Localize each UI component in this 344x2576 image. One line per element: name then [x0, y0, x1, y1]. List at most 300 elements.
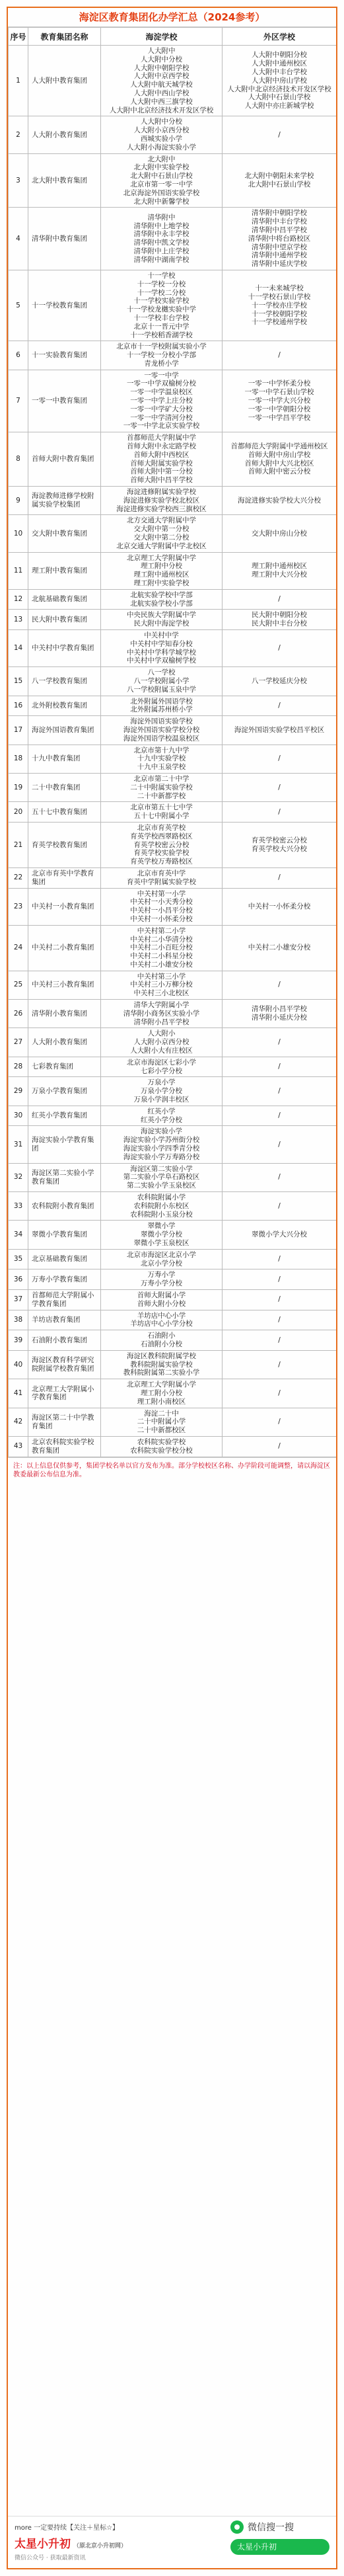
haidian-school-item: 北京海淀外国语实验学校 — [123, 188, 200, 197]
table-row — [9, 515, 337, 552]
other-district-school-item: 人大附中北京经济技术开发区学校 — [227, 85, 331, 93]
row-other-district-schools — [223, 153, 337, 208]
row-group-name: 一零一中教育集团 — [28, 370, 101, 432]
row-group-name: 人大附小教育集团 — [28, 1028, 101, 1057]
other-district-school-item: 清华附小昌平学校 — [252, 1005, 307, 1014]
other-district-school-item: / — [278, 1173, 281, 1182]
other-district-school-item: 人大附中亦庄新城学校 — [244, 102, 314, 110]
other-district-school-item: / — [278, 783, 281, 791]
haidian-school-item: 理工附中通州校区 — [133, 571, 189, 579]
haidian-school-item: 人大附小 — [147, 1029, 176, 1038]
other-district-school-item: 人大附中朝阳分校 — [252, 51, 307, 60]
haidian-school-item: 育英学校万寿路校区 — [130, 858, 193, 866]
haidian-school-item: 第二实验小学阜石路校区 — [123, 1173, 200, 1182]
haidian-school-item: 中关村第二小学 — [137, 926, 186, 935]
haidian-school-item: 清华附中上地学校 — [133, 221, 189, 230]
haidian-school-item: 中关村二小华清分校 — [130, 935, 193, 944]
row-haidian-schools — [101, 487, 223, 515]
table-body — [9, 46, 337, 1457]
table-row — [9, 1192, 337, 1221]
haidian-school-item: 人大附中 — [147, 47, 176, 55]
row-seq: 10 — [9, 515, 28, 552]
row-other-district-schools — [223, 773, 337, 801]
other-district-school-item: 清华附中丰台学校 — [252, 218, 307, 226]
table-row — [9, 1249, 337, 1269]
haidian-school-item: 北京交通大学附属中学北校区 — [116, 542, 207, 550]
haidian-school-item: 青龙桥小学 — [144, 359, 179, 368]
table-header-row — [9, 28, 337, 46]
other-district-school-item: / — [278, 1389, 281, 1397]
other-district-school-item: / — [278, 1255, 281, 1264]
haidian-school-item: 清华附小昌平学校 — [133, 1018, 189, 1026]
haidian-school-item: 中关村中学知春分校 — [130, 639, 193, 648]
row-seq: 34 — [9, 1221, 28, 1249]
table-row — [9, 153, 337, 208]
haidian-school-item: 首师大附属实验学校 — [130, 459, 193, 467]
row-haidian-schools — [101, 971, 223, 999]
haidian-school-item: 中关村三小北校区 — [133, 989, 189, 998]
table-row — [9, 1310, 337, 1330]
row-haidian-schools — [101, 1330, 223, 1351]
haidian-school-item: 翠微小学玉泉校区 — [133, 1239, 189, 1247]
table-row — [9, 341, 337, 370]
row-other-district-schools — [223, 432, 337, 487]
haidian-school-item: 首师大附中昌平学校 — [130, 476, 193, 485]
row-haidian-schools — [101, 1436, 223, 1457]
row-other-district-schools — [223, 1408, 337, 1436]
row-haidian-schools — [101, 341, 223, 370]
other-district-school-item: 清华附中望京学校 — [252, 243, 307, 251]
haidian-school-item: 人大附中北京经济技术开发区学校 — [109, 106, 214, 114]
row-seq: 36 — [9, 1269, 28, 1290]
row-group-name: 中关村三小教育集团 — [28, 971, 101, 999]
other-district-school-item: / — [278, 1140, 281, 1148]
haidian-school-item: 红英小学 — [147, 1107, 176, 1115]
haidian-school-item: 海淀实验小学四季青分校 — [123, 1145, 200, 1153]
row-seq: 1 — [9, 46, 28, 116]
haidian-school-item: 北航实验学校中学部 — [130, 590, 193, 599]
other-district-school-item: 清华附小延庆分校 — [252, 1014, 307, 1022]
haidian-school-item: 一零一中学 — [144, 371, 179, 380]
haidian-school-item: 教科院附属第二实验小学 — [123, 1369, 200, 1377]
row-other-district-schools — [223, 1077, 337, 1106]
other-district-school-item: 理工附中通州校区 — [252, 562, 307, 571]
row-seq: 16 — [9, 696, 28, 716]
row-haidian-schools — [101, 1289, 223, 1310]
wechat-icon — [230, 2520, 244, 2534]
row-other-district-schools — [223, 867, 337, 888]
table-row — [9, 1221, 337, 1249]
haidian-school-item: 翠微小学 — [147, 1222, 176, 1230]
other-district-school-item: 一零一中学怀柔分校 — [248, 380, 311, 388]
row-other-district-schools — [223, 716, 337, 745]
row-other-district-schools — [223, 888, 337, 925]
row-group-name: 育英学校教育集团 — [28, 822, 101, 867]
other-district-school-item: / — [278, 1336, 281, 1344]
haidian-school-item: 一零一中学上庄分校 — [130, 397, 193, 405]
other-district-school-item: 北大附中朝阳未来学校 — [244, 172, 314, 181]
wechat-search-box[interactable]: 太星小升初 — [230, 2539, 329, 2555]
row-other-district-schools — [223, 1057, 337, 1077]
row-seq: 30 — [9, 1106, 28, 1126]
other-district-school-item: / — [278, 1360, 281, 1369]
other-district-school-item: / — [278, 701, 281, 709]
row-other-district-schools — [223, 1379, 337, 1408]
wechat-row — [230, 2520, 329, 2534]
table-row — [9, 432, 337, 487]
haidian-school-item: 中关村中学 — [144, 631, 179, 639]
row-group-name: 北京市育英中学教育集团 — [28, 867, 101, 888]
other-district-school-item: / — [278, 1201, 281, 1210]
haidian-school-item: 育英学校实验学校 — [133, 849, 189, 858]
row-other-district-schools — [223, 1350, 337, 1379]
other-district-school-item: / — [278, 1087, 281, 1096]
row-seq: 19 — [9, 773, 28, 801]
row-group-name: 万泉小学教育集团 — [28, 1077, 101, 1106]
haidian-school-item: 海淀进修实验学校西三旗校区 — [116, 504, 207, 513]
other-district-school-item: 一零一中学大兴分校 — [248, 397, 311, 405]
haidian-school-item: 清华大学附属小学 — [133, 1001, 189, 1010]
other-district-school-item: 清华附中延庆学校 — [252, 260, 307, 268]
row-other-district-schools — [223, 370, 337, 432]
haidian-school-item: 海淀外国语实验学校分校 — [123, 725, 200, 734]
row-haidian-schools — [101, 1310, 223, 1330]
row-other-district-schools — [223, 46, 337, 116]
table-row — [9, 1379, 337, 1408]
table-row — [9, 1106, 337, 1126]
other-district-school-item: 人大附中石景山学校 — [248, 93, 311, 102]
other-district-school-item: 清华附中将台路校区 — [248, 234, 311, 243]
page-frame — [7, 7, 337, 2569]
row-group-name: 清华附中教育集团 — [28, 208, 101, 270]
table-row — [9, 1436, 337, 1457]
other-district-school-item: 首师大附中大兴北校区 — [244, 459, 314, 467]
row-seq: 33 — [9, 1192, 28, 1221]
brand-subtitle: （原北京小升初网） — [73, 2543, 127, 2550]
haidian-school-item: 人大附小京西分校 — [133, 1038, 189, 1047]
haidian-school-item: 十一学校 — [147, 271, 176, 280]
haidian-school-item: 十一学校稻香湖学校 — [130, 331, 193, 339]
other-district-school-item: / — [278, 351, 281, 360]
row-group-name: 五十七中教育集团 — [28, 802, 101, 823]
table-row — [9, 610, 337, 630]
wechat-search-label: 微信搜一搜 — [248, 2522, 294, 2533]
haidian-school-item: 一零一中学清河分校 — [130, 413, 193, 422]
haidian-school-item: 首师大附属小学 — [137, 1291, 186, 1299]
footer-banner — [8, 2516, 336, 2568]
other-district-school-item: 十一未来城学校 — [255, 284, 304, 293]
row-group-name: 首师大附中教育集团 — [28, 432, 101, 487]
row-seq: 38 — [9, 1310, 28, 1330]
row-other-district-schools — [223, 745, 337, 773]
row-other-district-schools — [223, 630, 337, 667]
row-haidian-schools — [101, 1126, 223, 1163]
row-other-district-schools — [223, 1436, 337, 1457]
haidian-school-item: 人大附中西山学校 — [133, 89, 189, 97]
haidian-school-item: 中关村一小昌平分校 — [130, 906, 193, 915]
haidian-school-item: 北京理工大学附属中学 — [127, 553, 196, 562]
row-other-district-schools — [223, 1330, 337, 1351]
other-district-school-item: 首师大附中密云分校 — [248, 467, 311, 476]
haidian-school-item: 北外附属外国语学校 — [130, 697, 193, 705]
row-haidian-schools — [101, 46, 223, 116]
row-haidian-schools — [101, 1408, 223, 1436]
row-haidian-schools — [101, 1106, 223, 1126]
row-group-name: 红英小学教育集团 — [28, 1106, 101, 1126]
other-district-school-item: 民大附中朝阳分校 — [252, 611, 307, 620]
haidian-school-item: 首师大附中第一分校 — [130, 467, 193, 476]
haidian-school-item: 北大附中新馨学校 — [133, 197, 189, 206]
row-other-district-schools — [223, 1289, 337, 1310]
row-haidian-schools — [101, 696, 223, 716]
other-district-school-item: / — [278, 1442, 281, 1451]
haidian-school-item: 北京市第一零一中学 — [130, 180, 193, 188]
row-haidian-schools — [101, 773, 223, 801]
row-other-district-schools — [223, 552, 337, 589]
row-group-name: 海淀教师进修学校附属实验学校集团 — [28, 487, 101, 515]
haidian-school-item: 民大附中海淀学校 — [133, 620, 189, 628]
table-row — [9, 1350, 337, 1379]
haidian-school-item: 十一学校一分校 — [137, 280, 186, 288]
haidian-school-item: 农科院附小东校区 — [133, 1201, 189, 1210]
row-haidian-schools — [101, 1192, 223, 1221]
other-district-school-item: 首都师范大学附属中学通州校区 — [230, 442, 328, 451]
row-group-name: 北京基础教育集团 — [28, 1249, 101, 1269]
haidian-school-item: 石油附小 — [147, 1332, 176, 1340]
table-row — [9, 630, 337, 667]
row-other-district-schools — [223, 822, 337, 867]
haidian-school-item: 八一学校附属小学 — [133, 676, 189, 685]
haidian-school-item: 北京市第五十七中学 — [130, 803, 193, 812]
haidian-school-item: 首师大附中永定路学校 — [127, 442, 196, 451]
haidian-school-item: 人大附中航天城学校 — [130, 81, 193, 89]
haidian-school-item: 理工附中分校 — [141, 562, 182, 571]
row-group-name: 首都师范大学附属小学教育集团 — [28, 1289, 101, 1310]
header-seq: 序号 — [9, 28, 28, 46]
table-row — [9, 716, 337, 745]
row-group-name: 中关村一小教育集团 — [28, 888, 101, 925]
haidian-school-item: 一零一中学矿大分校 — [130, 405, 193, 413]
other-district-school-item: / — [278, 1038, 281, 1047]
row-seq: 25 — [9, 971, 28, 999]
haidian-school-item: 二十中附属实验学校 — [130, 783, 193, 791]
haidian-school-item: 北大附中 — [147, 155, 176, 163]
row-seq: 15 — [9, 667, 28, 696]
row-haidian-schools — [101, 716, 223, 745]
row-other-district-schools — [223, 1192, 337, 1221]
haidian-school-item: 一零一中学双榆树分校 — [127, 380, 196, 388]
haidian-school-item: 红英小学分校 — [141, 1115, 182, 1124]
row-haidian-schools — [101, 745, 223, 773]
row-seq: 20 — [9, 802, 28, 823]
haidian-school-item: 翠微小学分校 — [141, 1230, 182, 1239]
haidian-school-item: 首师大附小分校 — [137, 1299, 186, 1308]
row-haidian-schools — [101, 1249, 223, 1269]
other-district-school-item: 十一学校通州学校 — [252, 318, 307, 327]
table-row — [9, 208, 337, 270]
row-group-name: 人大附中教育集团 — [28, 46, 101, 116]
haidian-school-item: 万寿小学 — [147, 1271, 176, 1279]
row-other-district-schools — [223, 1221, 337, 1249]
other-district-school-item: / — [278, 130, 281, 139]
table-row — [9, 867, 337, 888]
haidian-school-item: 中关村二小雄安分校 — [130, 960, 193, 969]
row-group-name: 人大附小教育集团 — [28, 116, 101, 153]
table-row — [9, 1028, 337, 1057]
table-row — [9, 1057, 337, 1077]
table-row — [9, 971, 337, 999]
row-other-district-schools — [223, 667, 337, 696]
haidian-school-item: 万寿小学分校 — [141, 1279, 182, 1288]
haidian-school-item: 北京市海淀区七彩小学 — [127, 1058, 196, 1067]
haidian-school-item: 万泉小学润丰校区 — [133, 1096, 189, 1104]
row-other-district-schools — [223, 270, 337, 341]
other-district-school-item: 理工附中大兴分校 — [252, 571, 307, 579]
haidian-school-item: 中关村三小万柳分校 — [130, 981, 193, 989]
table-row — [9, 1126, 337, 1163]
row-haidian-schools — [101, 1350, 223, 1379]
haidian-school-item: 清华附小商务区实验小学 — [123, 1009, 200, 1018]
other-district-school-item: / — [278, 873, 281, 882]
row-group-name: 交大附中教育集团 — [28, 515, 101, 552]
other-district-school-item: 育英学校密云分校 — [252, 836, 307, 845]
row-seq: 42 — [9, 1408, 28, 1436]
row-group-name: 海淀实验小学教育集团 — [28, 1126, 101, 1163]
other-district-school-item: 育英学校大兴分校 — [252, 844, 307, 853]
other-district-school-item: / — [278, 1295, 281, 1304]
table-row — [9, 1163, 337, 1191]
row-seq: 4 — [9, 208, 28, 270]
haidian-school-item: 中关村二小科星分校 — [130, 952, 193, 961]
haidian-school-item: 二十中新都校区 — [137, 1426, 186, 1435]
haidian-school-item: 十一学校丰台学校 — [133, 313, 189, 322]
haidian-school-item: 中央民族大学附属中学 — [127, 611, 196, 620]
row-group-name: 理工附中教育集团 — [28, 552, 101, 589]
row-seq: 6 — [9, 341, 28, 370]
haidian-school-item: 北京十一晋元中学 — [133, 322, 189, 331]
other-district-school-item: 清华附中通州学校 — [252, 251, 307, 260]
haidian-school-item: 北京理工大学附属小学 — [127, 1381, 196, 1389]
row-haidian-schools — [101, 432, 223, 487]
haidian-school-item: 首都师范大学附属中学 — [127, 434, 196, 442]
haidian-school-item: 十九中实验学校 — [137, 754, 186, 763]
row-haidian-schools — [101, 552, 223, 589]
row-haidian-schools — [101, 867, 223, 888]
table-row — [9, 888, 337, 925]
row-other-district-schools — [223, 515, 337, 552]
row-other-district-schools — [223, 589, 337, 610]
table-row — [9, 270, 337, 341]
row-seq: 28 — [9, 1057, 28, 1077]
table-row — [9, 1000, 337, 1028]
row-haidian-schools — [101, 822, 223, 867]
footnote: 注：以上信息仅供参考，集团学校名单以官方发布为准。部分学校校区名称、办学阶段可能调整，请以海淀区教委最新公布信息为准。 — [8, 1457, 336, 1482]
row-group-name: 七彩教育集团 — [28, 1057, 101, 1077]
row-group-name: 北航基础教育集团 — [28, 589, 101, 610]
haidian-school-item: 海淀进修实验学校北校区 — [123, 496, 200, 504]
table-row — [9, 487, 337, 515]
row-group-name: 北外附校教育集团 — [28, 696, 101, 716]
row-other-district-schools — [223, 1310, 337, 1330]
row-seq: 3 — [9, 153, 28, 208]
other-district-school-item: / — [278, 1275, 281, 1283]
row-group-name: 中关村中学教育集团 — [28, 630, 101, 667]
haidian-school-item: 农科院附小玉泉分校 — [130, 1210, 193, 1219]
row-seq: 21 — [9, 822, 28, 867]
table-row — [9, 1408, 337, 1436]
haidian-school-item: 清华附中凯文学校 — [133, 239, 189, 247]
row-other-district-schools — [223, 487, 337, 515]
haidian-school-item: 羊坊店中心小学 — [137, 1311, 186, 1320]
row-other-district-schools — [223, 1249, 337, 1269]
row-other-district-schools — [223, 971, 337, 999]
haidian-school-item: 人大附小大有庄校区 — [130, 1047, 193, 1055]
other-district-school-item: 人大附中通州校区 — [252, 60, 307, 68]
row-other-district-schools — [223, 341, 337, 370]
other-district-school-item: 八一学校延庆分校 — [252, 676, 307, 685]
table-row — [9, 802, 337, 823]
row-haidian-schools — [101, 667, 223, 696]
row-seq: 41 — [9, 1379, 28, 1408]
haidian-school-item: 海淀外国语实验学校 — [130, 717, 193, 726]
row-seq: 26 — [9, 1000, 28, 1028]
haidian-school-item: 交大附中第一分校 — [133, 525, 189, 534]
other-district-school-item: 北大附中石景山学校 — [248, 180, 311, 188]
row-group-name: 十九中教育集团 — [28, 745, 101, 773]
row-seq: 12 — [9, 589, 28, 610]
row-group-name: 翠微小学教育集团 — [28, 1221, 101, 1249]
haidian-school-item: 中关村一小天秀分校 — [130, 898, 193, 906]
other-district-school-item: 人大附中丰台学校 — [252, 67, 307, 76]
follow-text: more 一定要持续【关注＋星标☆】 — [15, 2524, 120, 2532]
other-district-school-item: / — [278, 1111, 281, 1120]
haidian-school-item: 中关村第三小学 — [137, 972, 186, 981]
brand-title: 太星小升初 — [15, 2538, 71, 2551]
haidian-school-item: 清华附中 — [147, 213, 176, 221]
other-district-school-item: 一零一中学石景山学校 — [244, 388, 314, 397]
row-seq: 17 — [9, 716, 28, 745]
row-haidian-schools — [101, 610, 223, 630]
haidian-school-item: 育英中学附属实验学校 — [127, 877, 196, 886]
row-seq: 9 — [9, 487, 28, 515]
row-group-name: 二十中教育集团 — [28, 773, 101, 801]
haidian-school-item: 清华附中永丰学校 — [133, 230, 189, 239]
haidian-school-item: 七彩小学分校 — [141, 1067, 182, 1075]
row-haidian-schools — [101, 270, 223, 341]
table-row — [9, 925, 337, 971]
haidian-school-item: 交大附中第二分校 — [133, 534, 189, 542]
row-group-name: 海淀区第二实验小学教育集团 — [28, 1163, 101, 1191]
table-row — [9, 745, 337, 773]
haidian-school-item: 清华附中上庄学校 — [133, 247, 189, 255]
row-haidian-schools — [101, 1221, 223, 1249]
row-group-name: 海淀区教育科学研究院附属学校教育集团 — [28, 1350, 101, 1379]
other-district-school-item: 一零一中学昌平学校 — [248, 413, 311, 422]
row-seq: 13 — [9, 610, 28, 630]
row-group-name: 羊坊店教育集团 — [28, 1310, 101, 1330]
haidian-school-item: 北大附中实验学校 — [133, 163, 189, 172]
row-other-district-schools — [223, 925, 337, 971]
haidian-school-item: 海淀二十中 — [144, 1409, 179, 1418]
row-group-name: 石油附小教育集团 — [28, 1330, 101, 1351]
haidian-school-item: 西城实验小学 — [141, 134, 182, 143]
other-district-school-item: 十一学校朝阳学校 — [252, 309, 307, 318]
haidian-school-item: 北京小学分校 — [141, 1259, 182, 1268]
row-seq: 29 — [9, 1077, 28, 1106]
row-seq: 23 — [9, 888, 28, 925]
haidian-school-item: 中关村一小怀柔分校 — [130, 914, 193, 923]
haidian-school-item: 北京市第二十中学 — [133, 774, 189, 783]
